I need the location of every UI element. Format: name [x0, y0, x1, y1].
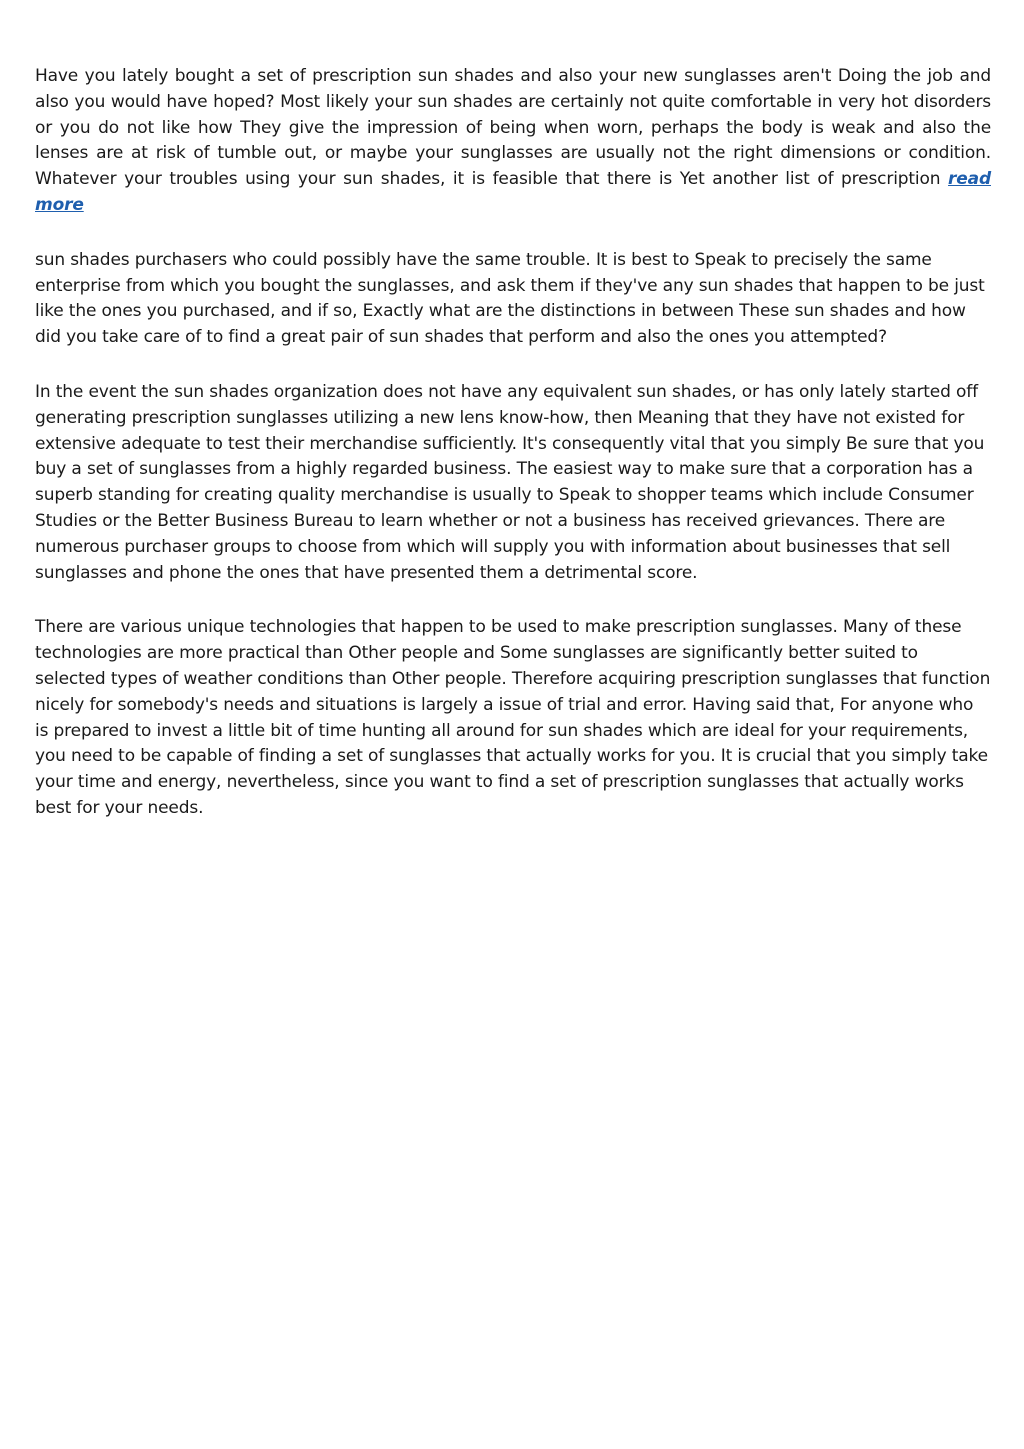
paragraph-3: In the event the sun shades organization does not have any equivalent sun shades, or has only lately started off generating prescription sunglasses utilizing a new lens know-how, then Meaning that they have not existed for extensive adequate to test their merchandise sufficiently. It's consequently vital that you simply Be sure that you buy a set of sunglasses from a highly regarded business. The easiest way to make sure that a corporation has a superb standing for creating quality merchandise is usually to Speak to shopper teams which include Consumer Studies or the Better Business Bureau to learn whether or not a business has received grievances. There are numerous purchaser groups to choose from which will supply you with information about businesses that sell sunglasses and phone the ones that have presented them a detrimental score. — [35, 381, 985, 583]
paragraph-4: There are various unique technologies that happen to be used to make prescription sunglasses. Many of these technologies are more practical than Other people and Some sunglasses are significantly better suited to selected types of weather conditions than Other people. Therefore acquiring prescription sunglasses that function nicely for somebody's needs and situations is largely a issue of trial and error. Having said that, For anyone who is prepared to invest a little bit of time hunting all around for sun shades which are ideal for your requirements, you need to be capable of finding a set of sunglasses that actually works for you. It is crucial that you simply take your time and energy, nevertheless, since you want to find a set of prescription sunglasses that actually works best for your needs. — [35, 617, 991, 818]
paragraph-1 — [35, 64, 991, 219]
paragraph-2: sun shades purchasers who could possibly have the same trouble. It is best to Speak to precisely the same enterprise from which you bought the sunglasses, and ask them if they've any sun shades that happen to be just like the ones you purchased, and if so, Exactly what are the distinctions in between These sun shades and how did you take care of to find a great pair of sun shades that perform and also the ones you attempted? — [35, 249, 985, 348]
read-more-link[interactable]: read more — [35, 169, 991, 215]
paragraph-1-text: Have you lately bought a set of prescription sun shades and also your new sunglasses aren't Doing the job and also you would have hoped? Most likely your sun shades are certainly not quite comfortable in very hot disorders or you do not like how They give the impression of being when worn, perhaps the body is weak and also the lenses are at risk of tumble out, or maybe your sunglasses are usually not the right dimensions or condition. Whatever your troubles using your sun shades, it is feasible that there is Yet another list of prescription — [35, 66, 991, 190]
article-body — [35, 64, 991, 851]
